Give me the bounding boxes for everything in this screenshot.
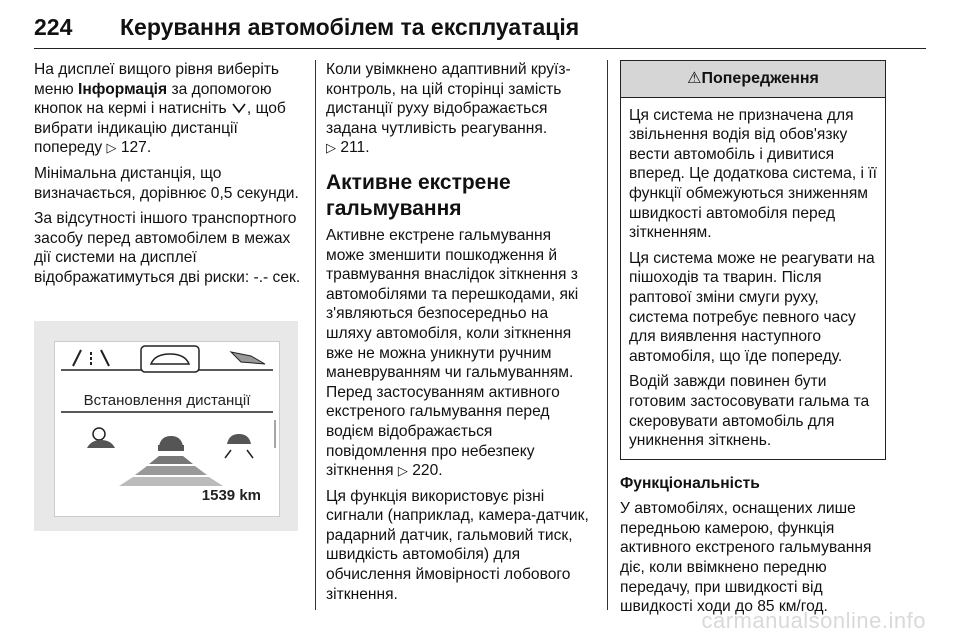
paragraph-signals: Ця функція використовує різні сигнали (наприклад, камера-датчик, радарний датчик, гальмовий тиск, швидкість автомобіля) для обчислення ймовірності лобового зіткнення.: [326, 487, 589, 603]
page-number: 224: [34, 14, 73, 40]
odometer-value: 1539 km: [201, 487, 261, 504]
screen-title: Встановлення дистанції: [83, 392, 251, 409]
section-title: Активне екстрене гальмування: [326, 170, 511, 220]
warning-triangle-icon: ⚠: [687, 70, 702, 87]
paragraph-no-vehicle: За відсутності іншого транспортного засобу перед автомобілем в межах дії системи на дисплеї відображатимуться дві риски: -.- сек.: [34, 210, 301, 286]
front-car-icon: [158, 436, 184, 451]
paragraph-functionality: У автомобілях, оснащених лише передньою камерою, функція активного екстреного гальмування діє, коли ввімкнено передню передачу, при швидкості від швидкості ходи до 85 км/год.: [620, 500, 872, 616]
ref-arrow-icon: ▷: [326, 140, 336, 156]
column-middle: [326, 60, 592, 610]
chevron-down-icon: [231, 102, 247, 114]
page-ref-link[interactable]: 127.: [120, 139, 152, 157]
page-ref-link[interactable]: 211.: [340, 139, 370, 157]
subsection-title: Функціональність: [620, 474, 760, 492]
instrument-display: [54, 341, 280, 517]
menu-name: Інформація: [78, 80, 168, 98]
warning-paragraph: Водій завжди повинен бути готовим застосовувати гальма та скеровувати автомобіль для уникнення зіткнень.: [629, 373, 870, 450]
warning-header: ⚠Попередження: [621, 61, 885, 98]
paragraph-acc: Коли увімкнено адаптивний круїз-контроль, на цій сторінці замість дистанції руху відображається задана чутливість реагування. ▷ 211.: [326, 61, 571, 157]
column-left: [34, 60, 306, 294]
column-divider: [607, 60, 608, 610]
ref-arrow-icon: ▷: [106, 140, 117, 156]
paragraph-min-distance: Мінімальна дистанція, що визначається, дорівнює 0,5 секунди.: [34, 164, 299, 202]
page-header: [34, 14, 926, 49]
warning-car-icon: [87, 428, 115, 448]
ref-arrow-icon: ▷: [397, 463, 408, 479]
page-ref-link[interactable]: 220.: [412, 462, 443, 480]
watermark: carmanualsonline.info: [701, 608, 926, 633]
warning-body: [621, 98, 885, 459]
column-right: [620, 60, 886, 623]
display-illustration: [34, 321, 298, 531]
road-distance-bars: [119, 456, 223, 486]
paragraph-emergency-braking: Активне екстрене гальмування може зменшити пошкодження й травмування внаслідок зіткнення з автомобілями та перешкодами, які з'являються безпосередньо на шляху автомобіля, коли зіткнення вже не можна уникнути ручним маневруванням чи гальмуванням. Перед застосуванням активного екстреного гальмування перед водієм відображається повідомлення про небезпеку зіткнення ▷ 220.: [326, 226, 579, 480]
chapter-title: Керування автомобілем та експлуатація: [120, 14, 580, 40]
warning-paragraph: Ця система може не реагувати на пішоходів та тварин. Після раптової зміни смуги руху, система потребує певного часу для виявлення наступного автомобіля, що їде попереду.: [629, 249, 875, 365]
sensitivity-car-icon: [225, 434, 253, 458]
paragraph-menu: На дисплеї вищого рівня виберіть меню Інформація за допомогою кнопок на кермі і натисніть , щоб вибрати індикацію дистанції попереду ▷ 127.: [34, 61, 286, 157]
column-divider: [315, 60, 316, 610]
warning-paragraph: Ця система не призначена для звільнення водія від обов'язку вести автомобіль і дивитися вперед. Це додаткова система, і її функції обмежуються зниженням швидкості автомобіля перед зіткненням.: [629, 106, 877, 242]
warning-box: [620, 60, 886, 460]
